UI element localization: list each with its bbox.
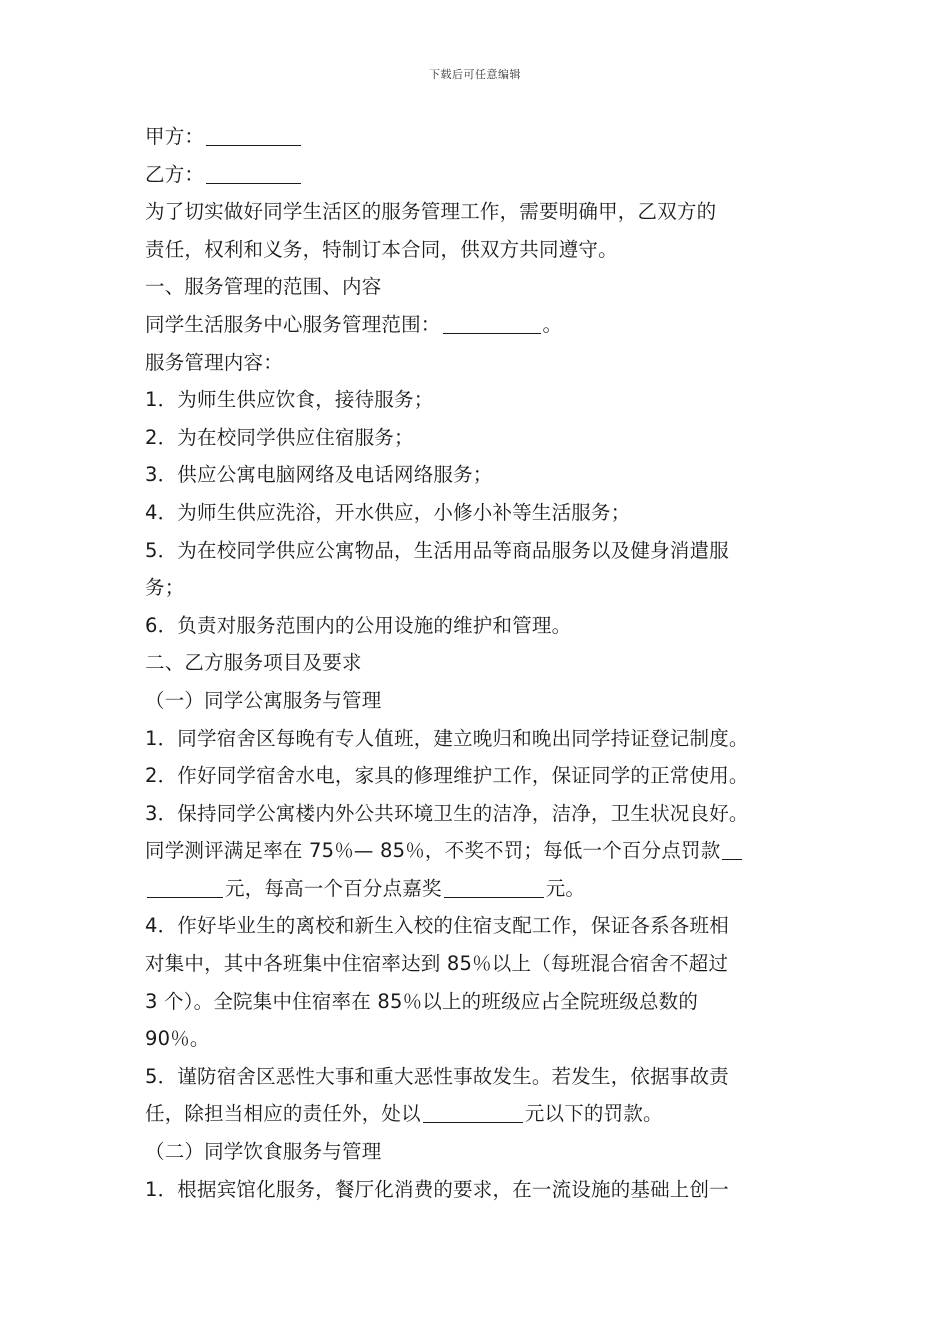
dorm-item-4: 4．作好毕业生的离校和新生入校的住宿支配工作，保证各系各班相: [145, 914, 729, 938]
content-heading: 服务管理内容：: [145, 350, 283, 374]
dorm-item-4-cont-3: 90％。: [145, 1027, 210, 1051]
dorm-item-1: 1．同学宿舍区每晚有专人值班，建立晚归和晚出同学持证登记制度。: [145, 726, 749, 750]
page-header: 下载后可任意编辑: [429, 68, 521, 81]
content-item-5: 5．为在校同学供应公寓物品，生活用品等商品服务以及健身消遣服: [145, 538, 729, 562]
content-item-6: 6．负责对服务范围内的公用设施的维护和管理。: [145, 613, 572, 637]
subsection-2-heading: （二）同学饮食服务与管理: [145, 1140, 382, 1164]
scope-line: 同学生活服务中心服务管理范围： 。: [145, 312, 563, 336]
content-item-3: 3．供应公寓电脑网络及电话网络服务；: [145, 463, 493, 487]
dorm-item-4-cont: 对集中，其中各班集中住宿率达到 85％以上（每班混合宿舍不超过: [145, 952, 729, 976]
content-item-5-cont: 务；: [145, 576, 185, 600]
dorm-item-4-cont-2: 3 个）。全院集中住宿率在 85％以上的班级应占全院班级总数的: [145, 989, 699, 1013]
dorm-item-2: 2．作好同学宿舍水电，家具的修理维护工作，保证同学的正常使用。: [145, 764, 749, 788]
section-1-heading: 一、服务管理的范围、内容: [145, 275, 382, 299]
content-item-1: 1．为师生供应饮食，接待服务；: [145, 388, 434, 412]
dining-item-1: 1．根据宾馆化服务，餐厅化消费的要求，在一流设施的基础上创一: [145, 1177, 729, 1201]
content-item-4: 4．为师生供应洗浴，开水供应，小修小补等生活服务；: [145, 500, 631, 524]
fine-blank: [423, 1100, 523, 1123]
document-body: [145, 118, 810, 1208]
dorm-item-5-cont: 任，除担当相应的责任外，处以 元以下的罚款。: [145, 1102, 663, 1126]
intro-line-2: 责任，权利和义务，特制订本合同，供双方共同遵守。: [145, 237, 618, 261]
dorm-item-3: 3．保持同学公寓楼内外公共环境卫生的洁净，洁净，卫生状况良好。: [145, 801, 749, 825]
dorm-item-3-cont-2: 元，每高一个百分点嘉奖 元。: [145, 870, 810, 908]
intro-line-1: 为了切实做好同学生活区的服务管理工作，需要明确甲，乙双方的: [145, 200, 717, 224]
reward-blank: [444, 875, 544, 898]
dorm-item-3-cont: 同学测评满足率在 75％— 85％，不奖不罚；每低一个百分点罚款: [145, 832, 810, 870]
section-2-heading: 二、乙方服务项目及要求: [145, 651, 362, 675]
penalty-blank-end: [147, 875, 223, 898]
party-a-line: 甲方：: [145, 118, 810, 156]
content-item-2: 2．为在校同学供应住宿服务；: [145, 425, 414, 449]
penalty-blank-start: [722, 837, 742, 860]
party-b-blank: [206, 161, 301, 184]
scope-blank: [443, 311, 541, 334]
subsection-1-heading: （一）同学公寓服务与管理: [145, 688, 382, 712]
dorm-item-5: 5．谨防宿舍区恶性大事和重大恶性事故发生。若发生，依据事故责: [145, 1064, 729, 1088]
party-b-line: 乙方：: [145, 156, 810, 194]
party-a-blank: [206, 123, 301, 146]
